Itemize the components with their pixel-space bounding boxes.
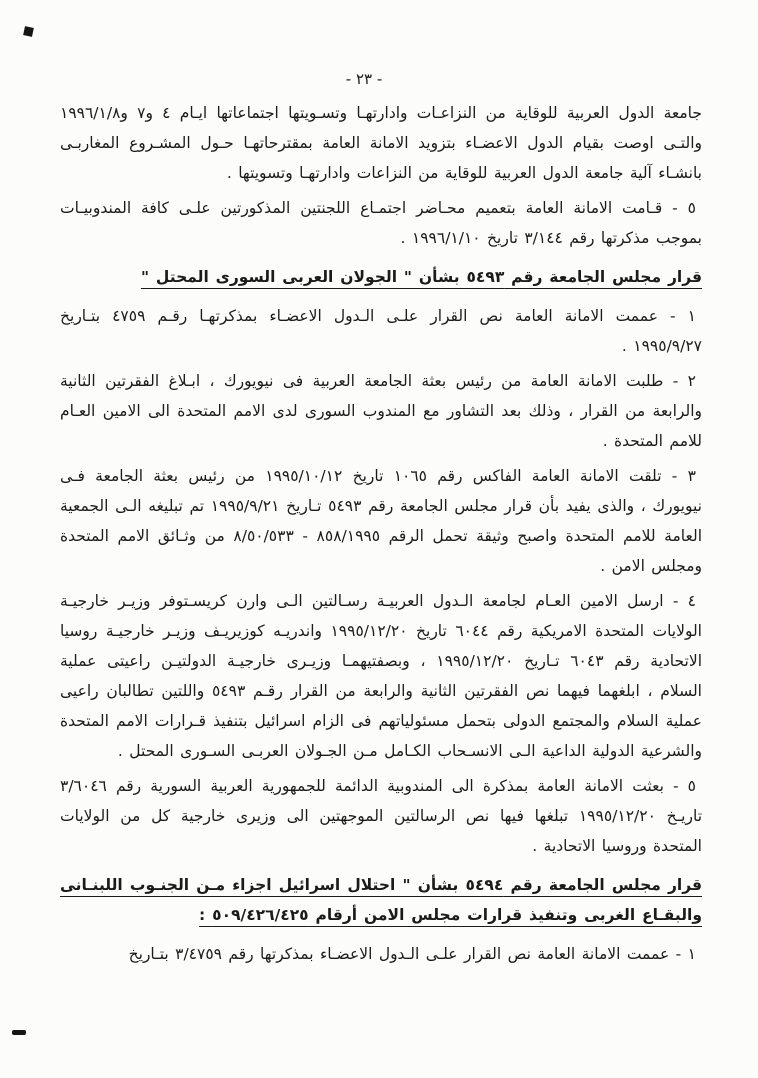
list-item-1-resolution-circulated-2: ١ - عممت الامانة العامة نص القرار علـى الـدول الاعضـاء بمذكرتها رقم ٣/٤٧٥٩ بتـاريخ: [128, 945, 696, 963]
resolution-5494-heading: قرار مجلس الجامعة رقم ٥٤٩٤ بشأن " احتلال اسرائيل اجزاء مـن الجنـوب اللبنـانى والبقـاع الغربى وتنفيذ قرارات مجلس الامن أرقام ٥٠٩/٤٢٦/٤٢٥ :: [60, 876, 702, 924]
list-item-3-fax-received: ٣ - تلقت الامانة العامة الفاكس رقم ١٠٦٥ تاريخ ١٩٩٥/١٠/١٢ من رئيس بعثة الجامعة فـى نيويورك ، والذى يفيد بأن قرار مجلس الجامعة رقم ٥٤٩٣ تـاريخ ١٩٩٥/٩/٢١ تم تبليغه الـى الجمعية العامة للامم المتحدة واصبح وثيقة تحمل الرقم ٨٥٨/١٩٩٥ - ٨/٥٠/٥٣٣ من وثـائق الامم المتحدة ومجلس الامن .: [60, 467, 703, 575]
list-item-5-circulation-memo: ٥ - قـامت الامانة العامة بتعميم محـاضر اجتمـاع اللجنتين المذكورتين علـى كافة المندوبيـات بموجب مذكرتها رقم ٣/١٤٤ تاريخ ١٩٩٦/١/١٠ .: [60, 199, 702, 247]
scan-artifact-bottom: [12, 1030, 26, 1035]
list-item-5-syria-memo: ٥ - بعثت الامانة العامة بمذكرة الى المندوبية الدائمة للجمهورية العربية السورية رقم ٣/٦٠٤٦ تاريـخ ١٩٩٥/١٢/٢٠ تبلغها فيها نص الرسالتين الموجهتين الى وزيرى خارجية كل من الولايات المتحدة وروسيا الاتحادية .: [60, 777, 703, 855]
resolution-5493-heading: قرار مجلس الجامعة رقم ٥٤٩٣ بشأن " الجولان العربى السورى المحتل ": [140, 268, 702, 286]
page-number: - ٢٣ -: [345, 70, 383, 88]
document-content: [60, 98, 702, 974]
list-item-2-mission-request: ٢ - طلبت الامانة العامة من رئيس بعثة الجامعة العربية فى نيويورك ، ابـلاغ الفقرتين الثانية والرابعة من القرار ، وذلك بعد التشاور مع المندوب السورى لدى الامم المتحدة الى الامين العـام للامم المتحدة .: [60, 372, 702, 450]
scan-artifact-top: [23, 26, 34, 37]
list-item-1-resolution-circulated: ١ - عممت الامانة العامة نص القرار علـى الـدول الاعضـاء بمذكرتهـا رقـم ٤٧٥٩ بتـاريخ ١٩٩٥/٩/٢٧ .: [60, 307, 702, 355]
list-item-4-letters-sent: ٤ - ارسل الامين العـام لجامعة الـدول العربيـة رسـالتين الـى وارن كريسـتوفر وزيـر خارجيـة الولايات المتحدة الامريكية رقم ٦٠٤٤ تاريخ ١٩٩٥/١٢/٢٠ واندريـه كوزيريـف وزيـر خارجيـة روسيا الاتحادية رقم ٦٠٤٣ تـاريخ ١٩٩٥/١٢/٢٠ ، وبصفتيهمـا وزيـرى خارجيـة الدولتيـن راعيتى عملية السلام ، ابلغهما فيهما نص الفقرتين الثانية والرابعة من القرار رقـم ٥٤٩٣ واللتين تطالبان راعيى عملية السلام والمجتمع الدولى بتحمل مسئولياتهم فى الزام اسرائيل بتنفيذ قـرارات الامم المتحدة والشرعية الدولية الداعية الـى الانسـحاب الكـامل مـن الجـولان العربـى السـورى المحتل .: [60, 592, 702, 760]
paragraph-committee-meetings: جامعة الدول العربية للوقاية من النزاعـات وادارتهـا وتسـويتها اجتماعاتها ايـام ٤ و٧ و١٩٩٦/١/٨ والتـى اوصت بقيام الدول الاعضـاء بتزويد الامانة العامة بمقترحاتهـا حـول المشـروع المغاربـى بانشـاء آلية جامعة الدول العربية للوقاية من النزاعات وادارتهـا وتسويتها .: [60, 104, 702, 182]
